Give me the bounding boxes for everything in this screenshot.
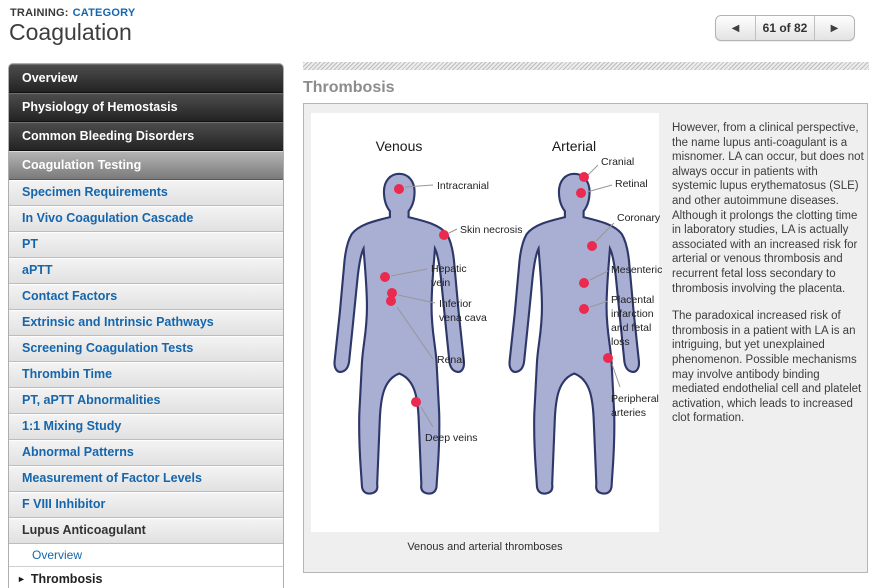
sidebar-item-lupus-anticoagulant[interactable]: Lupus Anticoagulant bbox=[9, 518, 283, 544]
sidebar-item-abnormal-patterns[interactable]: Abnormal Patterns bbox=[9, 440, 283, 466]
sidebar-item-lupus-overview[interactable]: Overview bbox=[9, 544, 283, 567]
arterial-title: Arterial bbox=[551, 138, 597, 154]
sidebar-item-thrombosis-current[interactable] bbox=[9, 567, 283, 588]
site-dot-peripheral-arteries bbox=[603, 353, 613, 363]
sidebar-item-overview[interactable]: Overview bbox=[9, 64, 283, 93]
figure-caption: Venous and arterial thromboses bbox=[407, 541, 563, 553]
sidebar-item-aptt[interactable]: aPTT bbox=[9, 258, 283, 284]
venous-figure bbox=[321, 115, 523, 523]
site-dot-coronary bbox=[587, 241, 597, 251]
label-skin-necrosis: Skin necrosis bbox=[460, 224, 523, 236]
sidebar-item-pt[interactable]: PT bbox=[9, 232, 283, 258]
site-dot-placental bbox=[579, 304, 589, 314]
label-peripheral-2: arteries bbox=[611, 407, 647, 419]
sidebar-item-physiology-of-hemostasis[interactable]: Physiology of Hemostasis bbox=[9, 93, 283, 122]
site-dot-renal bbox=[386, 296, 396, 306]
label-cranial: Cranial bbox=[601, 156, 635, 168]
thrombosis-diagram bbox=[311, 113, 663, 532]
label-placental-1: Placental bbox=[611, 294, 655, 306]
hatch-divider bbox=[303, 62, 869, 70]
sidebar-item-pt-aptt-abnormalities[interactable]: PT, aPTT Abnormalities bbox=[9, 388, 283, 414]
sidebar-item-common-bleeding-disorders[interactable]: Common Bleeding Disorders bbox=[9, 122, 283, 151]
current-item-arrow-icon: ► bbox=[17, 574, 26, 584]
left-arrow-icon: ◀ bbox=[731, 22, 740, 34]
label-deep-veins: Deep veins bbox=[425, 432, 478, 444]
sidebar-item-1-1-mixing-study[interactable]: 1:1 Mixing Study bbox=[9, 414, 283, 440]
label-peripheral-1: Peripheral bbox=[611, 393, 659, 405]
sidebar-item-f-viii-inhibitor[interactable]: F VIII Inhibitor bbox=[9, 492, 283, 518]
venous-body-silhouette bbox=[335, 174, 464, 494]
pager-prev-button[interactable] bbox=[716, 16, 755, 40]
content-box bbox=[303, 103, 868, 573]
label-placental-4: loss bbox=[611, 336, 630, 348]
site-dot-retinal bbox=[576, 188, 586, 198]
label-ivc-1: Inferior bbox=[439, 298, 472, 310]
page-title: Coagulation bbox=[9, 19, 132, 45]
site-dot-mesenteric bbox=[579, 278, 589, 288]
pager-next-button[interactable] bbox=[815, 16, 854, 40]
pager bbox=[715, 15, 855, 41]
sidebar-item-contact-factors[interactable]: Contact Factors bbox=[9, 284, 283, 310]
label-hepatic-1: Hepatic bbox=[431, 263, 467, 275]
sidebar-item-coagulation-testing[interactable]: Coagulation Testing bbox=[9, 151, 283, 180]
right-arrow-icon: ▶ bbox=[830, 22, 839, 34]
label-intracranial: Intracranial bbox=[437, 180, 489, 192]
sidebar-item-in-vivo-coagulation-cascade[interactable]: In Vivo Coagulation Cascade bbox=[9, 206, 283, 232]
label-mesenteric: Mesenteric bbox=[611, 264, 663, 276]
label-coronary: Coronary bbox=[617, 212, 661, 224]
breadcrumb-category[interactable]: CATEGORY bbox=[72, 7, 136, 19]
arterial-figure bbox=[498, 115, 668, 523]
breadcrumb bbox=[10, 7, 135, 19]
content-text bbox=[672, 121, 864, 426]
sidebar-item-screening-coagulation-tests[interactable]: Screening Coagulation Tests bbox=[9, 336, 283, 362]
label-renal: Renal bbox=[437, 354, 465, 366]
sidebar-item-extrinsic-and-intrinsic-pathways[interactable]: Extrinsic and Intrinsic Pathways bbox=[9, 310, 283, 336]
venous-title: Venous bbox=[375, 138, 423, 154]
label-placental-2: infarction bbox=[611, 308, 654, 320]
site-dot-deep-veins bbox=[411, 397, 421, 407]
label-hepatic-2: vein bbox=[431, 277, 451, 289]
sidebar-item-thrombin-time[interactable]: Thrombin Time bbox=[9, 362, 283, 388]
sidebar bbox=[8, 63, 284, 588]
site-dot-intracranial bbox=[394, 184, 404, 194]
content-heading: Thrombosis bbox=[303, 79, 395, 96]
site-dot-cranial bbox=[579, 172, 589, 182]
site-dot-skin-necrosis bbox=[439, 230, 449, 240]
sidebar-item-specimen-requirements[interactable]: Specimen Requirements bbox=[9, 180, 283, 206]
label-placental-3: and fetal bbox=[611, 322, 652, 334]
label-retinal: Retinal bbox=[615, 178, 648, 190]
pager-page-label: 61 of 82 bbox=[755, 16, 815, 40]
breadcrumb-prefix: TRAINING: bbox=[10, 7, 69, 19]
paragraph-1: However, from a clinical perspective, the name lupus anti-coagulant is a misnomer. LA can occur, but does not always occur in patients with systemic lupus erythematosus (SLE) and other autoimmune diseases. Although it prolongs the clotting time in laboratory studies, LA is actually associated with an increased risk for arterial or venous thrombosis and recurrent fetal loss secondary to thrombosis involving the placenta. bbox=[672, 122, 864, 295]
site-dot-hepatic-vein bbox=[380, 272, 390, 282]
paragraph-2: The paradoxical increased risk of thrombosis in a patient with LA is an intriguing, but yet unexplained phenomenon. Possible mechanisms may involve antibody binding mediated endothelial cell and platelet activation, which leads to increased clot formation. bbox=[672, 310, 862, 425]
sidebar-item-measurement-of-factor-levels[interactable]: Measurement of Factor Levels bbox=[9, 466, 283, 492]
current-item-label: Thrombosis bbox=[30, 572, 103, 586]
label-ivc-2: vena cava bbox=[439, 312, 487, 324]
